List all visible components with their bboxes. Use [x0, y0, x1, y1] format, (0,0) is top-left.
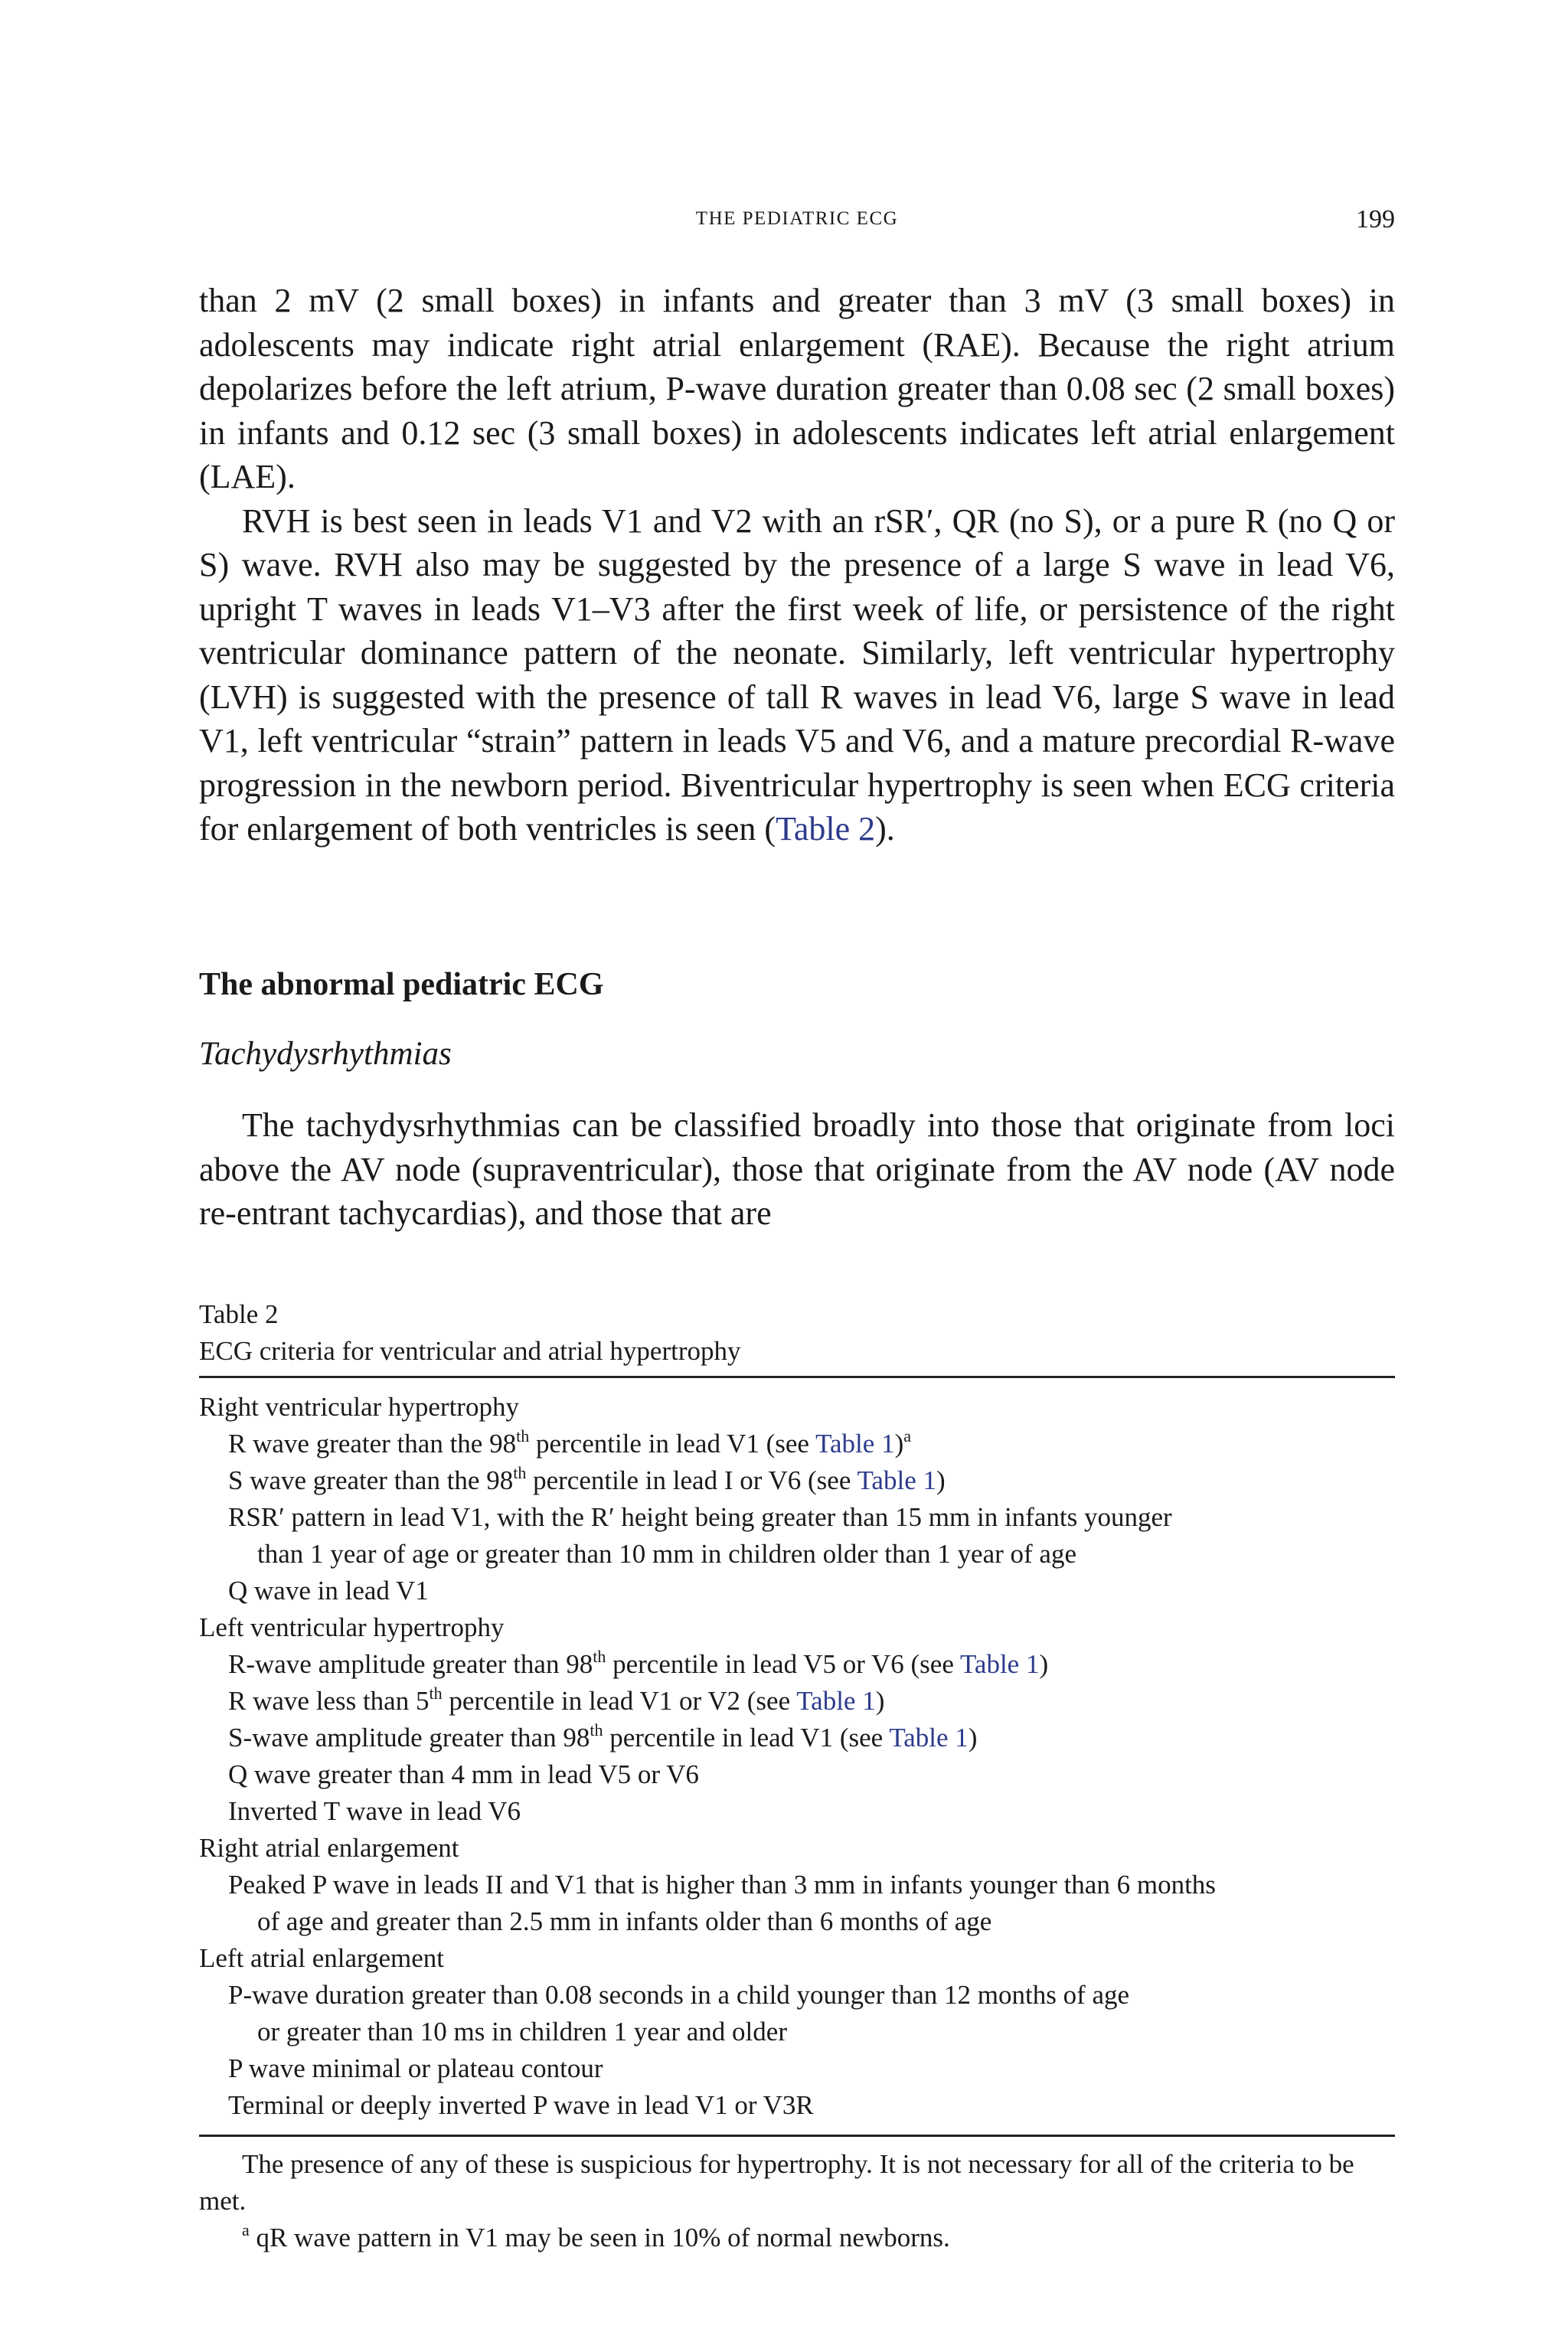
row-text: R wave greater than the 98	[228, 1429, 517, 1459]
table-1-link[interactable]: Table 1	[889, 1723, 969, 1753]
body-text-bottom	[199, 1103, 1395, 1236]
running-title: THE PEDIATRIC ECG	[695, 208, 899, 229]
superscript: th	[516, 1426, 530, 1446]
superscript: th	[513, 1463, 527, 1482]
superscript: th	[429, 1684, 443, 1703]
table-row: Peaked P wave in leads II and V1 that is higher than 3 mm in infants younger than 6 months	[228, 1870, 1216, 1900]
table-category: Right atrial enlargement	[199, 1833, 459, 1863]
paragraph-rvh-lvh	[199, 499, 1395, 851]
table-row: Q wave in lead V1	[228, 1576, 429, 1606]
superscript: th	[593, 1647, 606, 1666]
table-row-continuation: of age and greater than 2.5 mm in infants older than 6 months of age	[257, 1906, 992, 1936]
table-row	[199, 1683, 1395, 1720]
row-text: percentile in lead V1 (see	[603, 1723, 890, 1753]
table-category: Left atrial enlargement	[199, 1943, 445, 1973]
running-head	[199, 205, 1395, 236]
footnote-text: qR wave pattern in V1 may be seen in 10% of normal newborns.	[249, 2223, 950, 2252]
row-text: )	[1039, 1649, 1049, 1679]
table-row: Q wave greater than 4 mm in lead V5 or V6	[228, 1759, 699, 1789]
row-text: )	[936, 1465, 946, 1495]
table-1-link[interactable]: Table 1	[815, 1429, 895, 1459]
table-row	[199, 1462, 1395, 1499]
table-body	[199, 1378, 1395, 2135]
table-row: P-wave duration greater than 0.08 seconds in a child younger than 12 months of age	[228, 1980, 1130, 2010]
footnote-marker: a	[242, 2220, 250, 2239]
table-footnote-a	[199, 2220, 1395, 2256]
table-row-continuation: or greater than 10 ms in children 1 year and older	[257, 2017, 787, 2047]
table-category: Right ventricular hypertrophy	[199, 1392, 519, 1422]
row-text: percentile in lead V5 or V6 (see	[606, 1649, 960, 1679]
table-footnotes	[199, 2137, 1395, 2256]
table-category: Left ventricular hypertrophy	[199, 1612, 505, 1642]
journal-page	[199, 0, 1395, 2352]
paragraph-tachydysrhythmias: The tachydysrhythmias can be classified broadly into those that originate from loci above the AV node (supraventricular), those that originate from the AV node (AV node re-entrant tachycardias), and those that are	[199, 1106, 1395, 1232]
subsection-heading: Tachydysrhythmias	[199, 1036, 452, 1072]
table-2-link[interactable]: Table 2	[776, 810, 876, 848]
row-text: percentile in lead V1 (see	[529, 1429, 816, 1459]
table-1-link[interactable]: Table 1	[857, 1465, 936, 1495]
table-2	[199, 1296, 1395, 2256]
table-1-link[interactable]: Table 1	[959, 1649, 1040, 1679]
table-row: RSR′ pattern in lead V1, with the R′ height being greater than 15 mm in infants younger	[228, 1502, 1172, 1532]
table-row	[199, 1720, 1395, 1756]
row-text: S wave greater than the 98	[228, 1465, 514, 1495]
section-heading: The abnormal pediatric ECG	[199, 967, 604, 1002]
page-number: 199	[1356, 205, 1395, 234]
row-text: )	[894, 1429, 904, 1459]
table-label: Table 2	[199, 1299, 279, 1329]
table-row-continuation: than 1 year of age or greater than 10 mm in children older than 1 year of age	[257, 1539, 1076, 1569]
row-text: R wave less than 5	[228, 1686, 430, 1716]
table-row: P wave minimal or plateau contour	[228, 2053, 603, 2083]
table-row: Terminal or deeply inverted P wave in lead V1 or V3R	[228, 2090, 814, 2120]
table-row	[199, 1426, 1395, 1462]
row-text: S-wave amplitude greater than 98	[228, 1723, 590, 1753]
table-row: Inverted T wave in lead V6	[228, 1796, 521, 1826]
paragraph-rvh-text: RVH is best seen in leads V1 and V2 with an rSR′, QR (no S), or a pure R (no Q or S) wave. RVH also may be suggested by the presence of a large S wave in lead V6, upright T waves in leads V1–V3 after the first week of life, or persistence of the right ventricular dominance pattern of the neonate. Similarly, left ventricular hypertrophy (LVH) is suggested with the presence of tall R waves in lead V6, large S wave in lead V1, left ventricular “strain” pattern in leads V5 and V6, and a mature precordial R-wave progression in the newborn period. Biventricular hypertrophy is seen when ECG criteria for enlargement of both ventricles is seen (	[199, 501, 1395, 848]
row-text: R-wave amplitude greater than 98	[228, 1649, 593, 1679]
row-text: )	[875, 1686, 885, 1716]
row-text: percentile in lead I or V6 (see	[526, 1465, 858, 1495]
paragraph-rae-lae: than 2 mV (2 small boxes) in infants and greater than 3 mV (3 small boxes) in adolescents may indicate right atrial enlargement (RAE). Because the right atrium depolarizes before the left atrium, P-wave duration greater than 0.08 sec (2 small boxes) in infants and 0.12 sec (3 small boxes) in adolescents indicates left atrial enlargement (LAE).	[199, 282, 1395, 495]
table-1-link[interactable]: Table 1	[796, 1686, 876, 1716]
body-text-top	[199, 279, 1395, 851]
row-text: )	[968, 1723, 978, 1753]
footnote-marker: a	[903, 1426, 911, 1446]
table-footnote-main: The presence of any of these is suspicious for hypertrophy. It is not necessary for all of the criteria to be met.	[199, 2149, 1354, 2216]
superscript: th	[590, 1720, 603, 1740]
table-caption: ECG criteria for ventricular and atrial hypertrophy	[199, 1336, 741, 1366]
row-text: percentile in lead V1 or V2 (see	[442, 1686, 797, 1716]
table-row	[199, 1646, 1395, 1683]
paragraph-rvh-end: ).	[875, 810, 895, 848]
